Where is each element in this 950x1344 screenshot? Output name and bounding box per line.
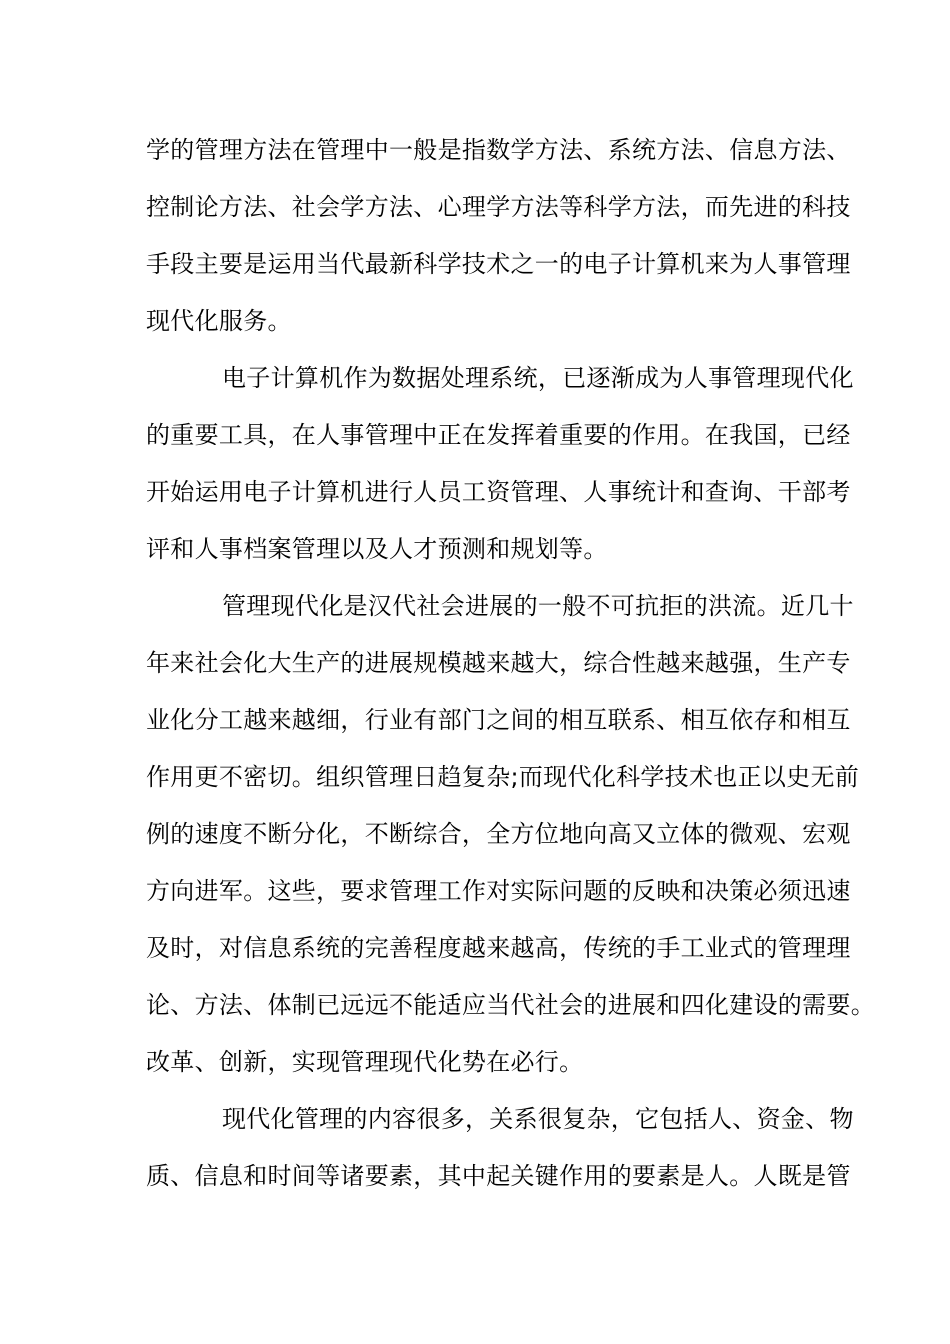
paragraph-first-line: 现代化管理的内容很多，关系很复杂，它包括人、资金、物 [222, 1105, 854, 1133]
text-line: 方向进军。这些，要求管理工作对实际问题的反映和决策必须迅速 [146, 877, 851, 905]
text-line: 及时，对信息系统的完善程度越来越高，传统的手工业式的管理理 [146, 934, 851, 962]
text-line: 论、方法、体制已远远不能适应当代社会的进展和四化建设的需要。 [146, 991, 875, 1019]
paragraph-first-line: 电子计算机作为数据处理系统，已逐渐成为人事管理现代化 [222, 364, 854, 392]
text-line: 手段主要是运用当代最新科学技术之一的电子计算机来为人事管理 [146, 250, 851, 278]
text-line: 现代化服务。 [146, 307, 292, 335]
text-line: 学的管理方法在管理中一般是指数学方法、系统方法、信息方法、 [146, 136, 851, 164]
text-line: 控制论方法、社会学方法、心理学方法等科学方法，而先进的科技 [146, 193, 851, 221]
text-line: 质、信息和时间等诸要素，其中起关键作用的要素是人。人既是管 [146, 1162, 851, 1190]
text-line: 开始运用电子计算机进行人员工资管理、人事统计和查询、干部考 [146, 478, 851, 506]
text-line: 改革、创新，实现管理现代化势在必行。 [146, 1048, 584, 1076]
paragraph-first-line: 管理现代化是汉代社会进展的一般不可抗拒的洪流。近几十 [222, 592, 854, 620]
text-line: 业化分工越来越细，行业有部门之间的相互联系、相互依存和相互 [146, 706, 851, 734]
text-line: 例的速度不断分化，不断综合，全方位地向高又立体的微观、宏观 [146, 820, 851, 848]
text-line: 评和人事档案管理以及人才预测和规划等。 [146, 535, 608, 563]
text-line: 作用更不密切。组织管理日趋复杂;而现代化科学技术也正以史无前 [146, 763, 860, 791]
text-line: 年来社会化大生产的进展规模越来越大，综合性越来越强，生产专 [146, 649, 851, 677]
text-line: 的重要工具，在人事管理中正在发挥着重要的作用。在我国，已经 [146, 421, 851, 449]
document-body [146, 122, 875, 1205]
